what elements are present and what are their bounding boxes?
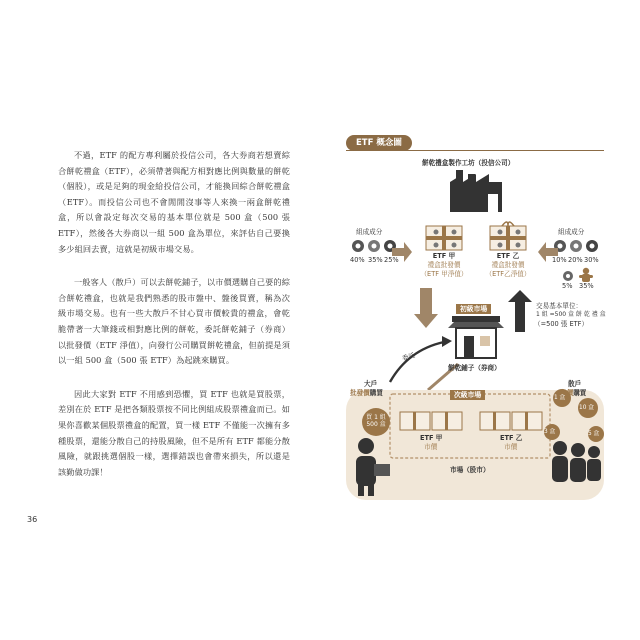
market-etf-a-price: 市價 — [424, 443, 438, 451]
small-investor-buy: 購買 — [573, 389, 587, 397]
primary-market-up-arrow — [508, 290, 532, 332]
diagram-title: ETF 概念圖 — [346, 135, 412, 151]
left-components-label: 組成成分 — [356, 228, 383, 236]
gift-box-etf-b — [490, 222, 526, 250]
etf-a-name: ETF 甲 — [432, 252, 456, 260]
small-bubble-1: 1 盒 — [554, 395, 566, 401]
market-etf-a-name: ETF 甲 — [420, 434, 443, 442]
trade-unit-line3: （=500 張 ETF） — [534, 320, 589, 328]
shop-icon — [448, 316, 504, 358]
right-percent-2: 20% — [568, 256, 583, 264]
buy-bubble-line2: 500 盒 — [366, 421, 386, 428]
market-label: 市場（股市） — [450, 466, 490, 474]
market-etf-b-name: ETF 乙 — [500, 434, 523, 442]
trade-unit-line1: 交易基本單位： — [536, 302, 583, 310]
small-bubble-2: 10 盒 — [579, 405, 595, 411]
right-percent-1: 10% — [552, 256, 567, 264]
right-percent-3: 30% — [584, 256, 599, 264]
left-percent-3: 25% — [384, 256, 399, 264]
entrust-arrow — [390, 336, 452, 382]
etf-b-line2: （ETF乙淨值） — [485, 270, 531, 278]
etf-concept-diagram — [338, 132, 608, 510]
paragraph-3: 因此大家對 ETF 不用感到恐懼，買 ETF 也就是買股票，差別在於 ETF 是把各類股票按不同比例組成股票禮盒而已。如果你喜歡某個股票禮盒的配置，買一樣 ETF 不僅能一次擁有多種股票，還能分散自己的持股風險，但不是所有 ETF 都能分散風險，就跟挑選個股一樣，選擇錯誤也會帶來損失，所以還是該勤做功課！ — [58, 388, 290, 477]
big-investor-buy: 購買 — [369, 389, 383, 397]
small-bubble-3: 3 盒 — [544, 429, 556, 435]
buy-bubble-line1: 買 1 組 — [366, 414, 386, 421]
shop-label: 餅乾鋪子（券商） — [448, 364, 501, 372]
etf-a-line2: （ETF 甲淨值） — [420, 270, 468, 278]
small-bubble-4: 5 盒 — [588, 431, 600, 437]
right-percent-4: 5% — [562, 282, 573, 290]
big-investor-price-line — [350, 389, 383, 398]
small-investor-label: 散戶 — [568, 380, 582, 388]
entrust-label: 委託 — [401, 351, 417, 363]
paragraph-1: 不過，ETF 的配方專利屬於投信公司，各大券商若想賣綜合餅乾禮盒（ETF），必須帶著與配方相對應比例與數量的餅乾（個股），或是足夠的現金給投信公司，才能換回綜合餅乾禮盒（ETF）。而投信公司也不會閒閒沒事等人來換一兩盒餅乾禮盒，所以會設定每次交易的基本單位就是 500 盒（500 張 ETF），然後各大券商以一組 500 盒為單位，來評估自己要換多少組回去賣，這就是初級市場交易。 — [58, 150, 290, 254]
left-percent-2: 35% — [368, 256, 383, 264]
etf-b-line1: 禮盒批發價 — [491, 261, 525, 269]
right-percent-5: 35% — [579, 282, 594, 290]
big-investor-price: 批發價 — [350, 389, 370, 397]
market-etf-b-price: 市價 — [504, 443, 518, 451]
primary-market-down-arrow — [414, 288, 438, 328]
buy-bubble-text — [362, 414, 390, 428]
right-components-label: 組成成分 — [558, 228, 585, 236]
paragraph-2: 一般客人（散戶）可以去餅乾鋪子，以市價選購自己要的綜合餅乾禮盒，也就是我們熟悉的股市盤中、盤後買賣，稱為次級市場交易。也有一些大散戶不甘心買市價較貴的禮盒，會乾脆帶著一大筆錢或相對應比例的餅乾，委託餅乾鋪子（券商）以批發價（ETF 淨值），向發行公司購買餅乾禮盒，但前提是須以一組 500 盒（500 張 ETF）為起跳來購買。 — [58, 277, 290, 366]
big-investor-label: 大戶 — [364, 380, 378, 388]
body-text-column — [58, 148, 290, 498]
small-investor-group — [552, 441, 601, 482]
etf-b-name: ETF 乙 — [496, 252, 520, 260]
factory-label: 餅乾禮盒製作工坊（投信公司） — [422, 159, 515, 167]
page-number: 36 — [27, 515, 38, 524]
secondary-market-tag: 次級市場 — [450, 390, 485, 400]
factory-icon — [450, 170, 502, 212]
gift-box-etf-a — [426, 226, 462, 250]
primary-market-tag: 初級市場 — [456, 304, 491, 314]
cookie-icons-left — [352, 240, 396, 252]
small-investor-price: 市價 — [560, 389, 574, 397]
trade-unit-line2: 1 組 =500 盒 餅 乾 禮 盒 — [536, 311, 606, 318]
left-percent-1: 40% — [350, 256, 365, 264]
etf-a-line1: 禮盒批發價 — [427, 261, 461, 269]
gingerbread-icon — [579, 268, 593, 282]
